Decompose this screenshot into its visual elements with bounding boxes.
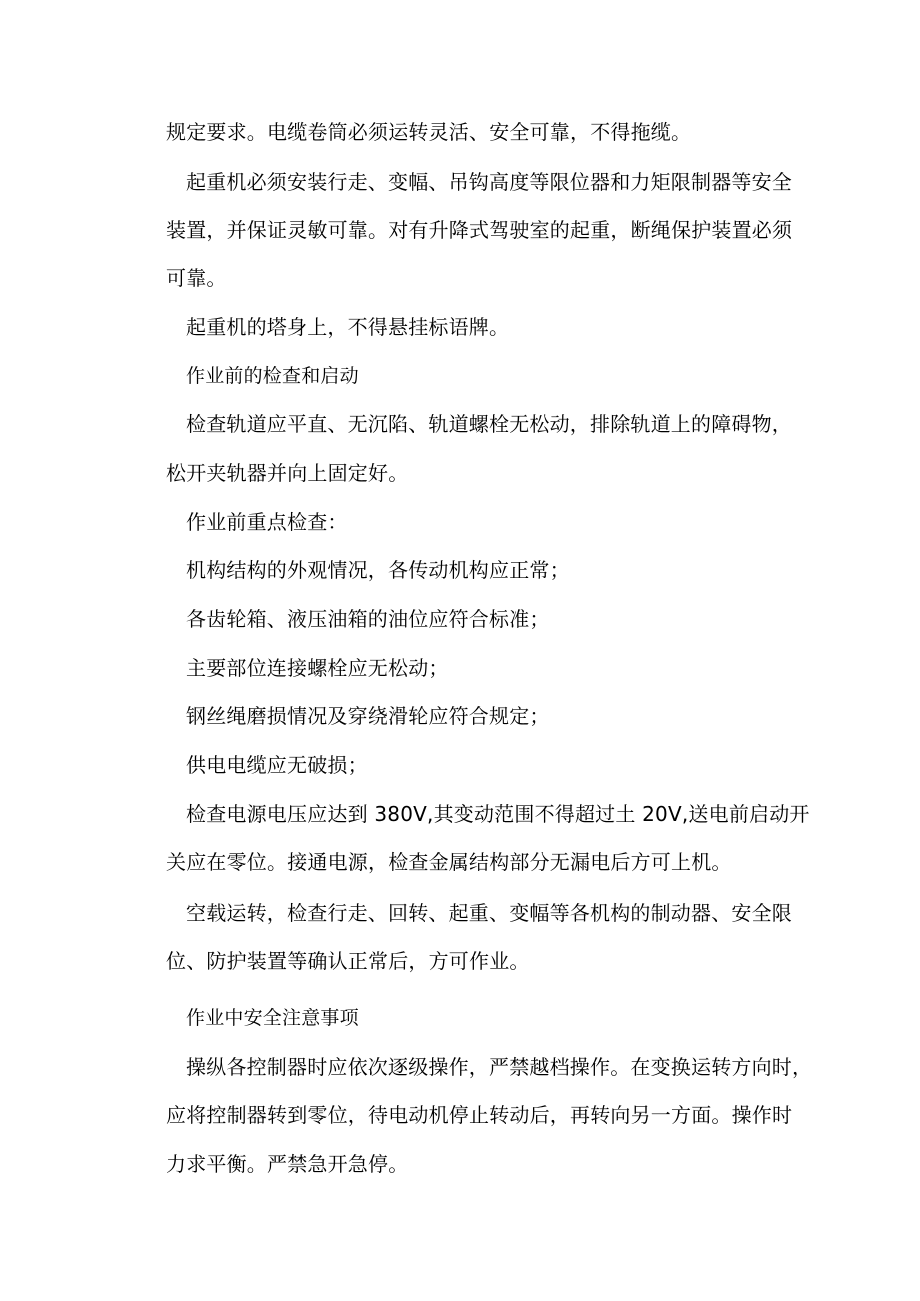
- paragraph-line: 力求平衡。严禁急开急停。: [166, 1152, 409, 1176]
- paragraph-line: 检查轨道应平直、无沉陷、轨道螺栓无松动，排除轨道上的障碍物，: [186, 412, 792, 436]
- checklist-item: 机构结构的外观情况，各传动机构应正常；: [186, 558, 570, 582]
- paragraph-line: 应将控制器转到零位，待电动机停止转动后，再转向另一方面。操作时: [166, 1103, 793, 1127]
- checklist-item: 钢丝绳磨损情况及穿绕滑轮应符合规定；: [186, 704, 550, 728]
- checklist-item: 主要部位连接螺栓应无松动；: [186, 656, 449, 680]
- paragraph-line: 位、防护装置等确认正常后，方可作业。: [166, 949, 530, 973]
- paragraph-line: 可靠。: [166, 266, 227, 290]
- paragraph-line: 松开夹轨器并向上固定好。: [166, 461, 409, 485]
- section-heading: 作业中安全注意事项: [186, 1007, 359, 1029]
- checklist-item: 各齿轮箱、液压油箱的油位应符合标准；: [186, 607, 550, 631]
- paragraph-line: 规定要求。电缆卷筒必须运转灵活、安全可靠，不得拖缆。: [166, 120, 692, 144]
- paragraph-line: 起重机必须安装行走、变幅、吊钩高度等限位器和力矩限制器等安全: [186, 170, 792, 194]
- paragraph-line: 起重机的塔身上，不得悬挂标语牌。: [186, 315, 510, 339]
- paragraph-line: 操纵各控制器时应依次逐级操作，严禁越档操作。在变换运转方向时，: [186, 1055, 813, 1079]
- paragraph-line: 作业前重点检查：: [186, 510, 348, 534]
- paragraph-line: 空载运转，检查行走、回转、起重、变幅等各机构的制动器、安全限: [186, 901, 792, 925]
- paragraph-line: 装置，并保证灵敏可靠。对有升降式驾驶室的起重，断绳保护装置必须: [166, 218, 793, 242]
- section-heading: 作业前的检查和启动: [186, 365, 359, 387]
- paragraph-line: 关应在零位。接通电源，检查金属结构部分无漏电后方可上机。: [166, 850, 732, 874]
- paragraph-line: 检查电源电压应达到 380V,其变动范围不得超过土 20V,送电前启动开: [186, 802, 810, 826]
- checklist-item: 供电电缆应无破损；: [186, 753, 368, 777]
